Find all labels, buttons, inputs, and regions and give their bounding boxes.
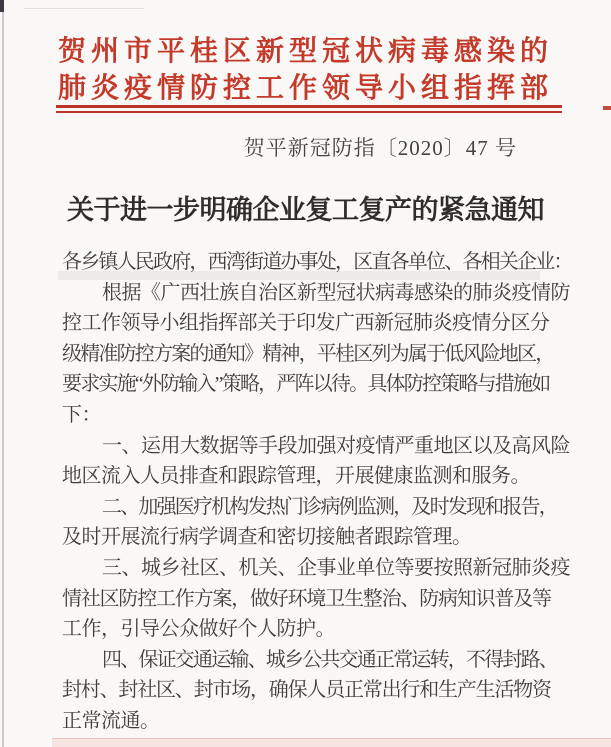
body-line: 工作，引导公众做好个人防护。 — [62, 618, 335, 641]
letterhead-line-1: 贺州市平桂区新型冠状病毒感染的 — [57, 36, 553, 67]
body-line: 要求实施“外防输入”策略，严阵以待。具体防控策略与措施如 — [62, 373, 550, 396]
body-line: 情社区防控工作方案，做好环境卫生整治、防病知识普及等 — [62, 587, 551, 610]
photo-bottom-strip — [52, 738, 611, 747]
photo-corner-mark — [0, 0, 4, 12]
document-title: 关于进一步明确企业复工复产的紧急通知 — [67, 195, 544, 225]
body-line: 级精准防控方案的通知》精神，平桂区列为属于低风险地区， — [62, 342, 554, 365]
body-line: 封村、封社区、封市场，确保人员正常出行和生产生活物资 — [62, 679, 551, 702]
body-line: 及时开展流行病学调查和密切接触者跟踪管理。 — [62, 526, 472, 549]
body-line: 控工作领导小组指挥部关于印发广西新冠肺炎疫情分区分 — [62, 312, 550, 335]
body-line: 地区流入人员排查和跟踪管理，开展健康监测和服务。 — [62, 465, 530, 488]
letterhead-line-2: 肺炎疫情防控工作领导小组指挥部 — [57, 73, 553, 104]
photo-left-edge-line — [2, 6, 4, 747]
photo-top-artifact-line — [24, 8, 144, 9]
body-line: 下： — [62, 403, 101, 426]
body-line-item-3: 三、城乡社区、机关、企事业单位等要按照新冠肺炎疫 — [102, 556, 570, 579]
letterhead-rule-fragment — [603, 106, 611, 110]
letterhead-double-rule — [56, 105, 562, 113]
body-line: 正常流通。 — [62, 709, 160, 732]
letterhead — [0, 33, 611, 107]
body-line-item-2: 二、加强医疗机构发热门诊病例监测，及时发现和报告， — [102, 495, 557, 518]
body-line-item-1: 一、运用大数据等手段加强对疫情严重地区以及高风险 — [102, 434, 570, 457]
body-line: 根据《广西壮族自治区新型冠状病毒感染的肺炎疫情防 — [102, 281, 570, 304]
document-body — [62, 247, 572, 737]
body-line-item-4: 四、保证交通运输、城乡公共交通正常运转，不得封路、 — [102, 648, 557, 671]
body-line-salutation: 各乡镇人民政府，西湾街道办事处，区直各单位、各相关企业： — [62, 251, 572, 273]
document-number: 贺平新冠防指〔2020〕47 号 — [243, 136, 517, 160]
